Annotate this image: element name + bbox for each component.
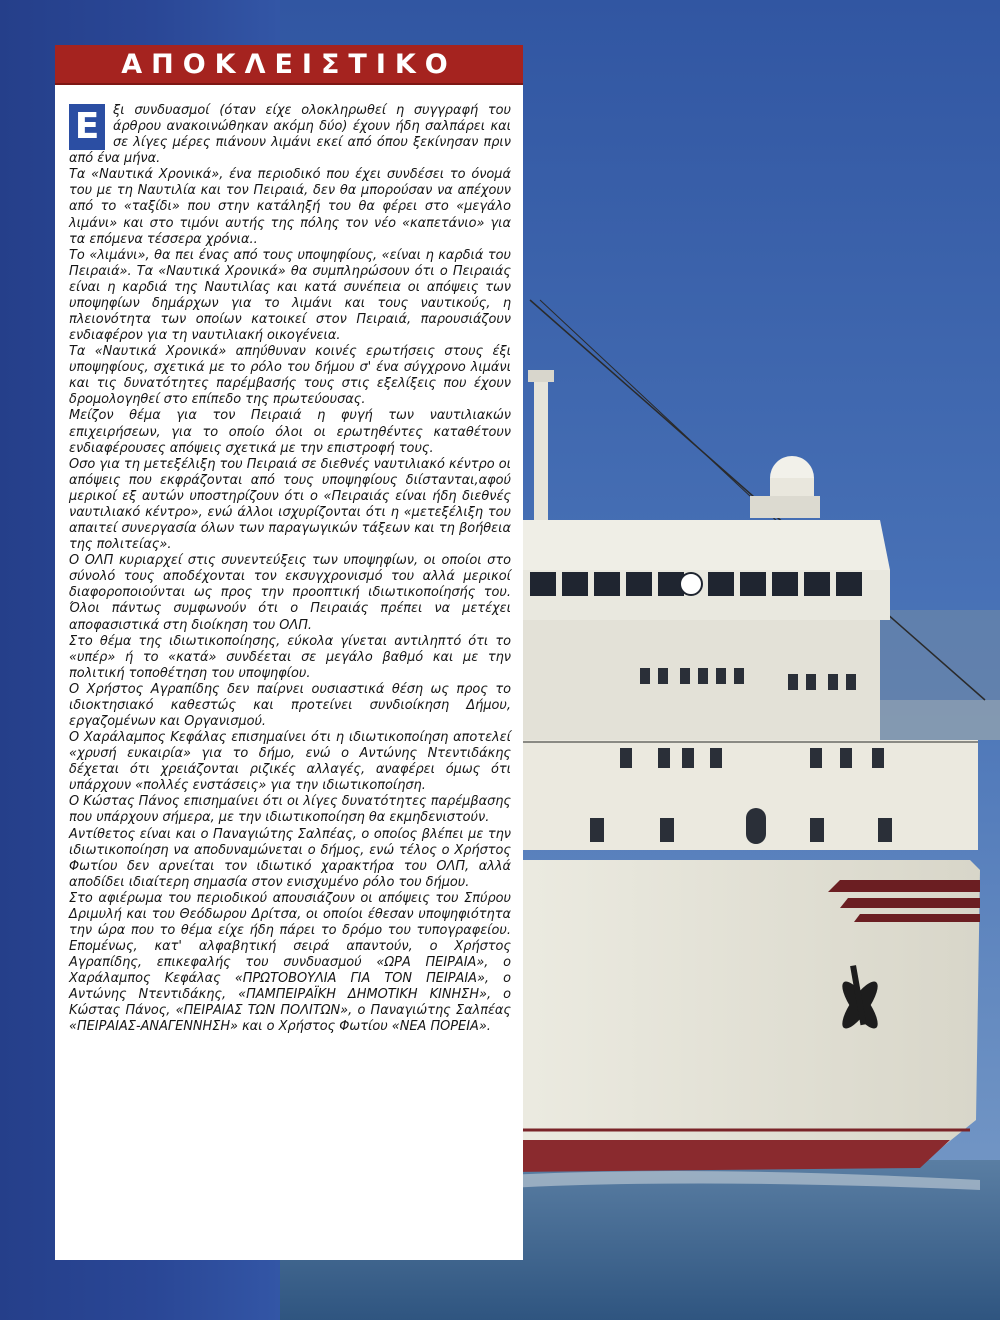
article-panel — [55, 45, 523, 1260]
article-paragraph: Το «λιμάνι», θα πει ένας από τους υποψηφίους, «είναι η καρδιά του Πειραιά». Τα «Ναυτικά Χρονικά» θα συμπληρώσουν ότι ο Πειραιάς είναι η καρδιά της Ναυτιλίας και κατά συνέπεια οι απόψεις των υποψηφίων δημάρχων για το λιμάνι και τους ναυτικούς, η πλειονότητα των οποίων κατοικεί στον Πειραιά, παρουσιάζουν ενδιαφέρον για τη ναυτιλιακή οικογένεια. — [69, 247, 511, 344]
article-paragraph: Μείζον θέμα για τον Πειραιά η φυγή των ναυτιλιακών επιχειρήσεων, για το οποίο όλοι οι ερωτηθέντες καταθέτουν ενδιαφέρουσες απόψεις σχετικά με την επιστροφή τους. — [69, 408, 511, 456]
section-title: ΑΠΟΚΛΕΙΣΤΙΚΟ — [121, 49, 457, 80]
article-paragraph: Οσο για τη μετεξέλιξη του Πειραιά σε διεθνές ναυτιλιακό κέντρο οι απόψεις που εκφράζονται από τους υποψηφίους διίστανται,αφού μερικοί εξ αυτών υποστηρίζουν ότι ο «Πειραιάς είναι ήδη διεθνές ναυτιλιακό κέντρο», ενώ άλλοι ισχυρίζονται ότι η «μετεξέλιξη του απαιτεί συνεργασία όλων των παραγωγικών τάξεων και τη βοήθεια της πολιτείας». — [69, 456, 511, 553]
lead-paragraph — [69, 103, 511, 167]
article-paragraph: Αντίθετος είναι και ο Παναγιώτης Σαλπέας, ο οποίος βλέπει με την ιδιωτικοποίηση να αποδυναμώνεται ο δήμος, ενώ τέλος ο Χρήστος Φωτίου δεν αρνείται τον ιδιωτικό χαρακτήρα του ΟΛΠ, αλλά αποδίδει ιδιαίτερη σημασία στον ενισχυμένο ρόλο του δήμου. — [69, 826, 511, 890]
article-paragraph: Ο Χρήστος Αγραπίδης δεν παίρνει ουσιαστικά θέση ως προς το ιδιοκτησιακό καθεστώς και προτείνει συνδιοίκηση Δήμου, εργαζομένων και Οργανισμού. — [69, 681, 511, 729]
drop-cap: Ε — [69, 104, 105, 150]
section-header — [55, 45, 523, 85]
article-paragraph: Ο Χαράλαμπος Κεφάλας επισημαίνει ότι η ιδιωτικοποίηση αποτελεί «χρυσή ευκαιρία» για το δήμο, ενώ ο Αντώνης Ντεντιδάκης δέχεται ότι χρειάζονται ριζικές αλλαγές, αναφέρει όμως ότι υπάρχουν «πολλές ενστάσεις» για την ιδιωτικοποίηση. — [69, 730, 511, 794]
article-paragraph: Στο θέμα της ιδιωτικοποίησης, εύκολα γίνεται αντιληπτό ότι το «υπέρ» ή το «κατά» συνδέεται σε μεγάλο βαθμό και με την πολιτική τοποθέτηση του υποψηφίου. — [69, 633, 511, 681]
article-paragraph: Ο ΟΛΠ κυριαρχεί στις συνεντεύξεις των υποψηφίων, οι οποίοι στο σύνολό τους αποδέχονται τον εκσυγχρονισμό του αλλά μερικοί διαφοροποιούνται ως προς την προοπτική ιδιωτικοποίησής του. Όλοι πάντως συμφωνούν ότι ο Πειραιάς πρέπει να μετέχει αποφασιστικά στη διοίκηση του ΟΛΠ. — [69, 553, 511, 633]
lead-text: ξι συνδυασμοί (όταν είχε ολοκληρωθεί η συγγραφή του άρθρου ανακοινώθηκαν ακόμη δύο) έχουν ήδη σαλπάρει και σε λίγες μέρες πιάνουν λιμάνι εκεί από όπου ξεκίνησαν πριν από ένα μήνα. — [69, 103, 511, 167]
article-paragraph: Ο Κώστας Πάνος επισημαίνει ότι οι λίγες δυνατότητες παρέμβασης που υπάρχουν σήμερα, με την ιδιωτικοποίηση θα εκμηδενιστούν. — [69, 794, 511, 826]
article-paragraph: Τα «Ναυτικά Χρονικά», ένα περιοδικό που έχει συνδέσει το όνομά του με τη Ναυτιλία και τον Πειραιά, δεν θα μπορούσαν να απέχουν από το «ταξίδι» που στην κατάληξή του θα φέρει στο «μεγάλο λιμάνι» και στο τιμόνι αυτής της πόλης τον νέο «καπετάνιο» για τα επόμενα τέσσερα χρόνια.. — [69, 167, 511, 247]
article-paragraph: Στο αφιέρωμα του περιοδικού απουσιάζουν οι απόψεις του Σπύρου Δριμυλή και του Θεόδωρου Δρίτσα, οι οποίοι έθεσαν υποψηφιότητα την ώρα που το θέμα είχε ήδη πάρει το δρόμο του τυπογραφείου. Επομένως, κατ' αλφαβητική σειρά απαντούν, ο Χρήστος Αγραπίδης, επικεφαλής του συνδυασμού «ΩΡΑ ΠΕΙΡΑΙΑ», ο Χαράλαμπος Κεφάλας «ΠΡΩΤΟΒΟΥΛΙΑ ΓΙΑ ΤΟΝ ΠΕΙΡΑΙΑ», ο Αντώνης Ντεντιδάκης, «ΠΑΜΠΕΙΡΑΪΚΗ ΔΗΜΟΤΙΚΗ ΚΙΝΗΣΗ», ο Κώστας Πάνος, «ΠΕΙΡΑΙΑΣ ΤΩΝ ΠΟΛΙΤΩΝ», ο Παναγιώτης Σαλπέας «ΠΕΙΡΑΙΑΣ-ΑΝΑΓΕΝΝΗΣΗ» και ο Χρήστος Φωτίου «ΝΕΑ ΠΟΡΕΙΑ». — [69, 890, 511, 1035]
article-paragraph: Τα «Ναυτικά Χρονικά» απηύθυναν κοινές ερωτήσεις στους έξι υποψηφίους, σχετικά με το ρόλο του δήμου σ' ένα σύγχρονο λιμάνι και τις δυνατότητες παρέμβασής τους στις εξελίξεις που έχουν δρομολογηθεί στο επίπεδο της πρωτεύουσας. — [69, 344, 511, 408]
article-body — [69, 103, 511, 1036]
